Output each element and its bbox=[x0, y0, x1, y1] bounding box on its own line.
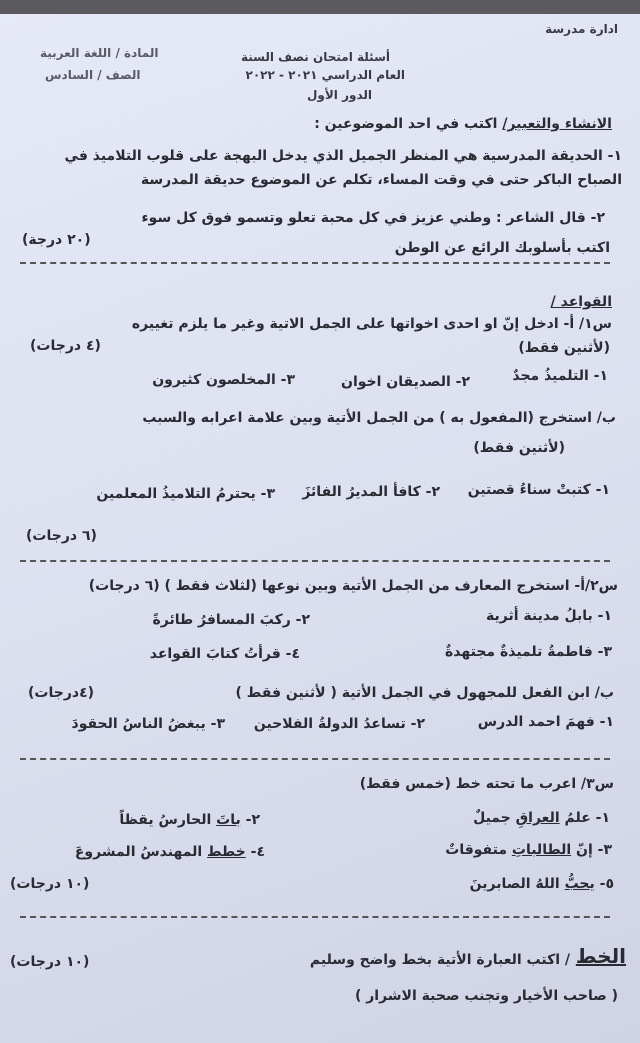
q2b-instruction: ب/ ابن الفعل للمجهول في الجمل الأتية ( لأثنين فقط ) bbox=[235, 685, 614, 701]
q1b-limit: (لأثنين فقط) bbox=[473, 440, 565, 456]
grammar-heading: القواعد / bbox=[550, 294, 612, 310]
section-divider bbox=[20, 758, 610, 760]
section-divider bbox=[20, 262, 610, 264]
school-name: ادارة مدرسة bbox=[545, 22, 618, 36]
q1b-instruction: ب/ استخرج (المفعول به ) من الجمل الأتية وبين علامة اعرابه والسبب bbox=[142, 410, 616, 426]
handwriting-instruction: / اكتب العبارة الأتية بخط واضح وسليم bbox=[309, 952, 570, 968]
academic-year: العام الدراسي ٢٠٢١ - ٢٠٢٢ bbox=[245, 68, 405, 82]
topic-1-line-2: الصباح الباكر حتى في وقت المساء، تكلم عن الموضوع حديقة المدرسة bbox=[140, 172, 622, 188]
topic-2-line-1: ٢- قال الشاعر : وطني عزيز في كل محبة تعلو وتسمو فوق كل سوء bbox=[141, 210, 605, 226]
photo-background-edge bbox=[0, 0, 640, 14]
exam-title: أسئلة امتحان نصف السنة bbox=[241, 50, 390, 64]
topic-1-line-1: ١- الحديقة المدرسية هي المنظر الجميل الذي يدخل البهجة على قلوب التلاميذ في bbox=[64, 148, 622, 164]
q1b-item-2: ٢- كافأ المديرُ الفائزَ bbox=[302, 484, 440, 500]
q1a-item-2: ٢- الصديقان اخوان bbox=[341, 374, 470, 390]
handwriting-marks: (١٠ درجات) bbox=[10, 954, 90, 970]
q3-marks: (١٠ درجات) bbox=[10, 876, 90, 892]
q1a-marks: (٤ درجات) bbox=[30, 338, 101, 354]
q2a-item-2: ٢- ركبَ المسافرُ طائرةً bbox=[152, 612, 310, 628]
q2a-item-4: ٤- قرأتُ كتابَ القواعد bbox=[149, 646, 300, 662]
q2a-item-1: ١- بابلُ مدينة أثرية bbox=[486, 608, 612, 624]
q2a-item-3: ٣- فاطمةُ تلميذةٌ مجتهدةٌ bbox=[445, 644, 612, 660]
q1a-item-1: ١- التلميذُ مجدٌ bbox=[512, 368, 608, 384]
q2b-marks: (٤درجات) bbox=[28, 685, 95, 701]
composition-marks: (٢٠ درجة) bbox=[22, 232, 91, 248]
q1a-item-3: ٣- المخلصون كثيرون bbox=[152, 372, 295, 388]
q1a-limit: (لأثنين فقط) bbox=[518, 340, 610, 356]
q1b-item-3: ٣- يحترمُ التلاميذُ المعلمين bbox=[96, 486, 275, 502]
q3-item-4: ٤- خطط المهندسُ المشروعَ bbox=[74, 844, 265, 860]
q1b-marks: (٦ درجات) bbox=[26, 528, 97, 544]
q1b-item-1: ١- كتبتْ سناءُ قصتين bbox=[467, 482, 610, 498]
q2b-item-1: ١- فهمَ احمد الدرس bbox=[477, 714, 614, 730]
handwriting-phrase: ( صاحب الأخيار وتجنب صحبة الاشرار ) bbox=[354, 988, 618, 1004]
topic-2-line-2: اكتب بأسلوبك الرائع عن الوطن bbox=[394, 240, 610, 256]
q1a-instruction: س١/ أ- ادخل إنّ او احدى اخواتها على الجمل الاتية وغير ما يلزم تغييره bbox=[131, 316, 612, 332]
section-divider bbox=[20, 560, 610, 562]
grade-label: الصف / السادس bbox=[45, 68, 141, 82]
q3-item-1: ١- علمُ العراقِ جميلٌ bbox=[473, 810, 610, 826]
handwriting-heading: الخط bbox=[575, 944, 626, 968]
q3-instruction: س٣/ اعرب ما تحته خط (خمس فقط) bbox=[359, 776, 614, 792]
q3-item-3: ٣- إنّ الطالباتِ متفوقاتٌ bbox=[445, 842, 612, 858]
section-divider bbox=[20, 916, 610, 918]
q3-item-2: ٢- باتَ الحارسُ يقظاً bbox=[119, 812, 260, 828]
q2b-item-2: ٢- تساعدُ الدولةُ الفلاحين bbox=[253, 716, 425, 732]
q3-item-5: ٥- يحبُّ اللهُ الصابرينَ bbox=[469, 876, 614, 892]
q2b-item-3: ٣- يبغضُ الناسُ الحقودَ bbox=[71, 716, 225, 732]
subject-label: المادة / اللغة العربية bbox=[40, 46, 159, 60]
q2a-instruction: س٢/أ- استخرج المعارف من الجمل الأتية وبين نوعها (لثلاث فقط ) (٦ درجات) bbox=[88, 578, 618, 594]
exam-round: الدور الأول bbox=[306, 88, 372, 102]
composition-heading: الانشاء والتعبير/ اكتب في احد الموضوعين : bbox=[314, 116, 612, 132]
